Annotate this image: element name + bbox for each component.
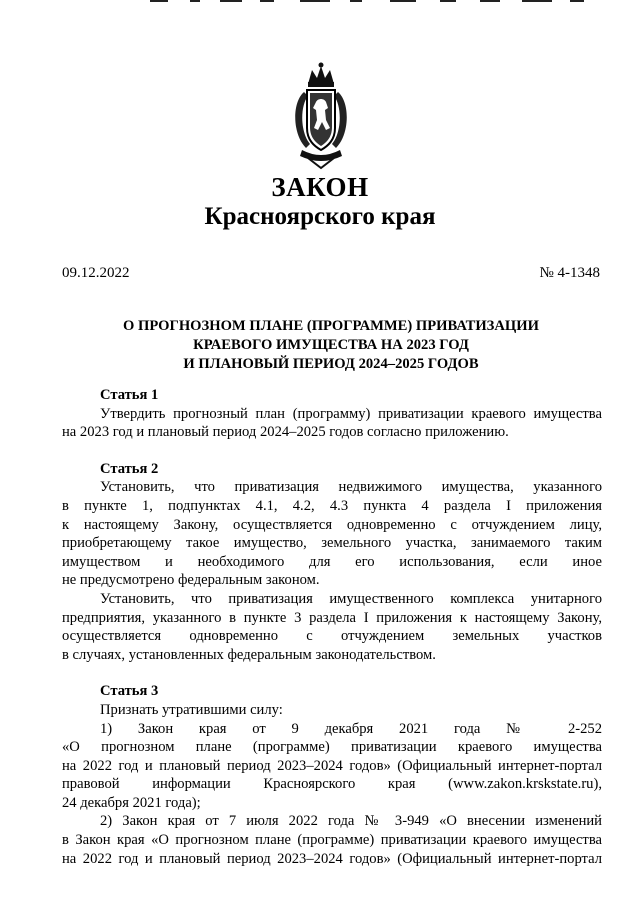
article-2-line: не предусмотрено федеральным законом.	[62, 572, 320, 589]
article-2-line: имуществом и необходимого для его использования, если иное	[62, 553, 602, 570]
scan-artifact	[150, 0, 590, 4]
article-3-heading: Статья 3	[100, 683, 159, 700]
article-3-item-1-line: 24 декабря 2021 года);	[62, 794, 201, 811]
article-1-line: на 2023 год и плановый период 2024–2025 годов согласно приложению.	[62, 424, 509, 441]
article-3-item-1-line: 1) Закон края от 9 декабря 2021 года № 2-252	[100, 720, 602, 737]
article-2-line: к настоящему Закону, осуществляется одновременно с отчуждением лицу,	[62, 516, 602, 533]
article-2-line: предприятия, указанного в пункте 3 раздела I приложения к настоящему Закону,	[62, 609, 602, 626]
article-2-line: Установить, что приватизация недвижимого имущества, указанного	[100, 479, 602, 496]
krasnoyarsk-coat-of-arms-icon	[288, 62, 354, 170]
document-date: 09.12.2022	[62, 265, 130, 281]
article-3-intro: Признать утратившими силу:	[100, 701, 283, 718]
law-body	[62, 386, 602, 868]
article-3-item-1-line: «О прогнозном плане (программе) приватизации краевого имущества	[62, 739, 602, 756]
document-number: № 4-1348	[539, 265, 600, 281]
region-subtitle: Красноярского края	[204, 203, 436, 230]
article-3-item-2-line: на 2022 год и плановый период 2023–2024 годов» (Официальный интернет-портал	[62, 850, 602, 867]
law-title	[60, 317, 602, 374]
article-2-line: приобретающему такое имущество, земельного участка, занимаемого таким	[62, 535, 602, 552]
article-3-item-2-line: 2) Закон края от 7 июля 2022 года № 3-949 «О внесении изменений	[100, 813, 602, 830]
article-2-line: осуществляется одновременно с отчуждением земельных участков	[62, 628, 602, 645]
article-3-item-2-line: в Закон края «О прогнозном плане (программе) приватизации краевого имущества	[62, 832, 602, 849]
article-2-heading: Статья 2	[100, 460, 159, 477]
law-title-line: И ПЛАНОВЫЙ ПЕРИОД 2024–2025 ГОДОВ	[183, 356, 479, 372]
document-type-title: ЗАКОН	[271, 172, 369, 202]
article-3-item-1-line: на 2022 год и плановый период 2023–2024 годов» (Официальный интернет-портал	[62, 757, 602, 774]
article-2-line: в пункте 1, подпунктах 4.1, 4.2, 4.3 пункта 4 раздела I приложения	[62, 497, 602, 514]
article-1-heading: Статья 1	[100, 387, 159, 403]
article-3-item-1-line: правовой информации Красноярского края (www.zakon.krskstate.ru),	[62, 776, 602, 793]
law-title-line: О ПРОГНОЗНОМ ПЛАНЕ (ПРОГРАММЕ) ПРИВАТИЗАЦИИ	[123, 318, 539, 334]
article-2-line: Установить, что приватизация имущественного комплекса унитарного	[100, 590, 602, 607]
article-1-line: Утвердить прогнозный план (программу) приватизации краевого имущества	[100, 405, 602, 422]
article-2-line: в случаях, установленных федеральным законодательством.	[62, 646, 436, 663]
law-title-line: КРАЕВОГО ИМУЩЕСТВА НА 2023 ГОД	[193, 337, 469, 353]
